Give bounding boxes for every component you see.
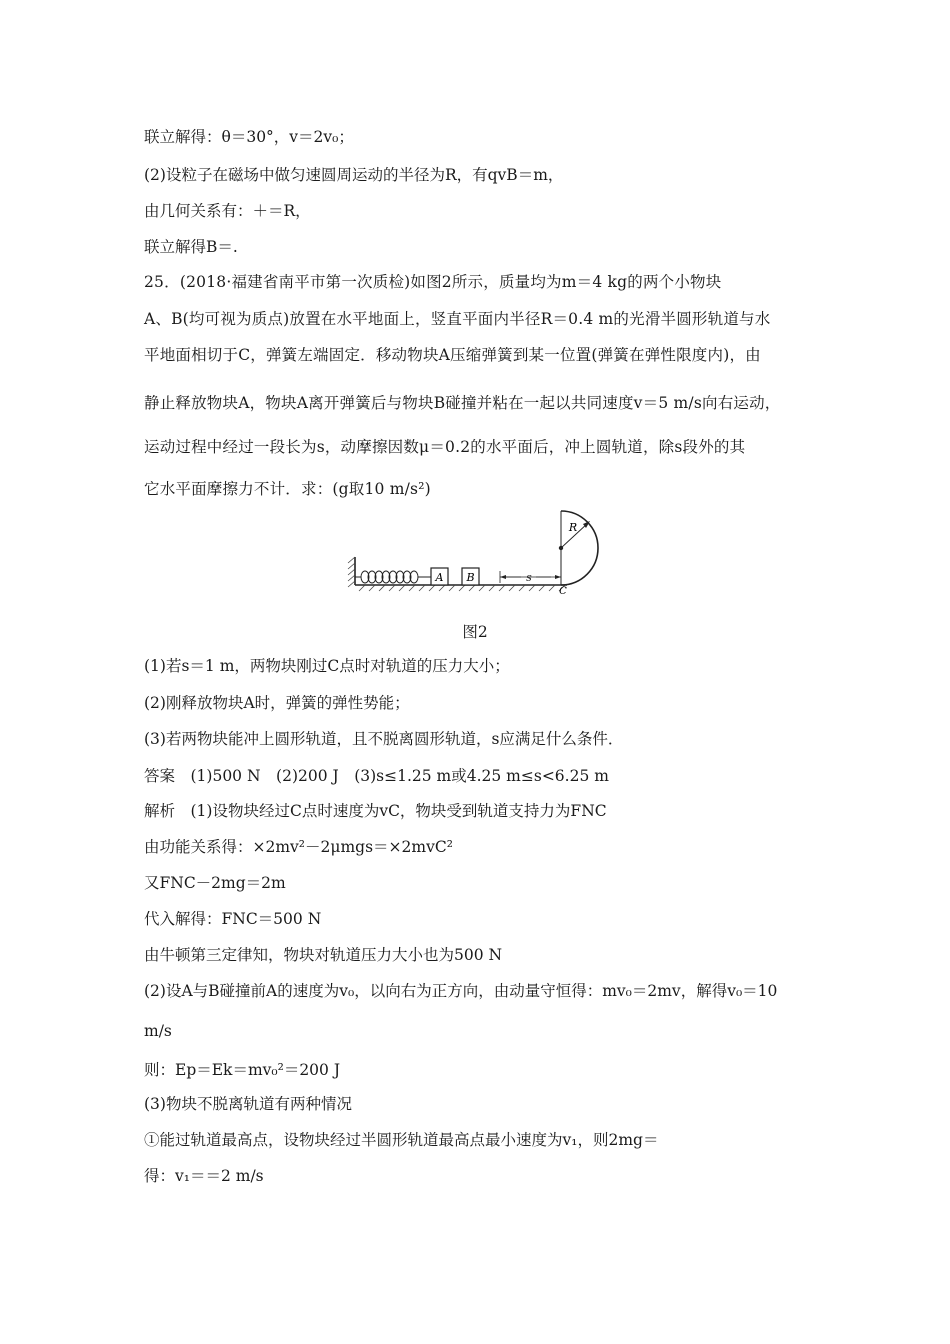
problem-25-line-2: A、B(均可视为质点)放置在水平地面上，竖直平面内半径R＝0.4 m的光滑半圆形轨道与水 xyxy=(144,310,771,328)
solution-line-8: 则：Ep＝Ek＝mv₀²＝200 J xyxy=(144,1061,341,1079)
solution-line-3: 又FNC－2mg＝2m xyxy=(144,874,286,892)
text-line-1: 联立解得：θ＝30°，v＝2v₀； xyxy=(144,128,354,146)
problem-25-line-3: 平地面相切于C，弹簧左端固定．移动物块A压缩弹簧到某一位置(弹簧在弹性限度内)，由 xyxy=(144,346,761,364)
solution-line-6: (2)设A与B碰撞前A的速度为v₀，以向右为正方向，由动量守恒得：mv₀＝2mv，解得v₀＝10 xyxy=(144,982,778,1000)
solution-line-7: m/s xyxy=(144,1022,172,1040)
problem-25-line-4: 静止释放物块A，物块A离开弹簧后与物块B碰撞并粘在一起以共同速度v＝5 m/s向右运动， xyxy=(144,394,781,412)
figure-caption: 图2 xyxy=(462,623,488,641)
solution-line-1: 解析 (1)设物块经过C点时速度为vC，物块受到轨道支持力为FNC xyxy=(144,802,607,820)
solution-line-4: 代入解得：FNC＝500 N xyxy=(144,910,322,928)
point-c-label: C xyxy=(559,586,567,595)
figure-2-diagram xyxy=(345,505,615,595)
ground-hatching xyxy=(359,585,565,591)
radius-r-label: R xyxy=(568,521,578,534)
solution-line-5: 由牛顿第三定律知，物块对轨道压力大小也为500 N xyxy=(144,946,503,964)
solution-line-2: 由功能关系得：×2mv²－2μmgs＝×2mvC² xyxy=(144,838,453,856)
text-line-4: 联立解得B＝. xyxy=(144,238,238,256)
spring xyxy=(355,571,431,583)
text-line-2: (2)设粒子在磁场中做匀速圆周运动的半径为R，有qvB＝m， xyxy=(144,166,564,184)
solution-line-9: (3)物块不脱离轨道有两种情况 xyxy=(144,1095,352,1113)
answer-line: 答案 (1)500 N (2)200 J (3)s≤1.25 m或4.25 m≤s<6.25 m xyxy=(144,767,609,785)
question-2: (2)刚释放物块A时，弹簧的弹性势能； xyxy=(144,694,410,712)
distance-s-label: s xyxy=(526,571,532,584)
question-1: (1)若s＝1 m，两物块刚过C点时对轨道的压力大小； xyxy=(144,657,510,675)
semicircle-track xyxy=(561,511,598,585)
question-3: (3)若两物块能冲上圆形轨道，且不脱离圆形轨道，s应满足什么条件． xyxy=(144,730,624,748)
text-line-3: 由几何关系有：＋＝R， xyxy=(144,202,311,220)
problem-25-line-6: 它水平面摩擦力不计．求：(g取10 m/s²) xyxy=(144,480,431,498)
problem-25-line-1: 25．(2018·福建省南平市第一次质检)如图2所示，质量均为m＝4 kg的两个小物块 xyxy=(144,273,722,291)
problem-25-line-5: 运动过程中经过一段长为s，动摩擦因数μ＝0.2的水平面后，冲上圆轨道，除s段外的其 xyxy=(144,438,746,456)
block-b-label: B xyxy=(466,571,475,584)
block-a-label: A xyxy=(435,571,444,584)
solution-line-11: 得：v₁＝＝2 m/s xyxy=(144,1167,264,1185)
solution-line-10: ①能过轨道最高点，设物块经过半圆形轨道最高点最小速度为v₁，则2mg＝ xyxy=(144,1131,659,1149)
